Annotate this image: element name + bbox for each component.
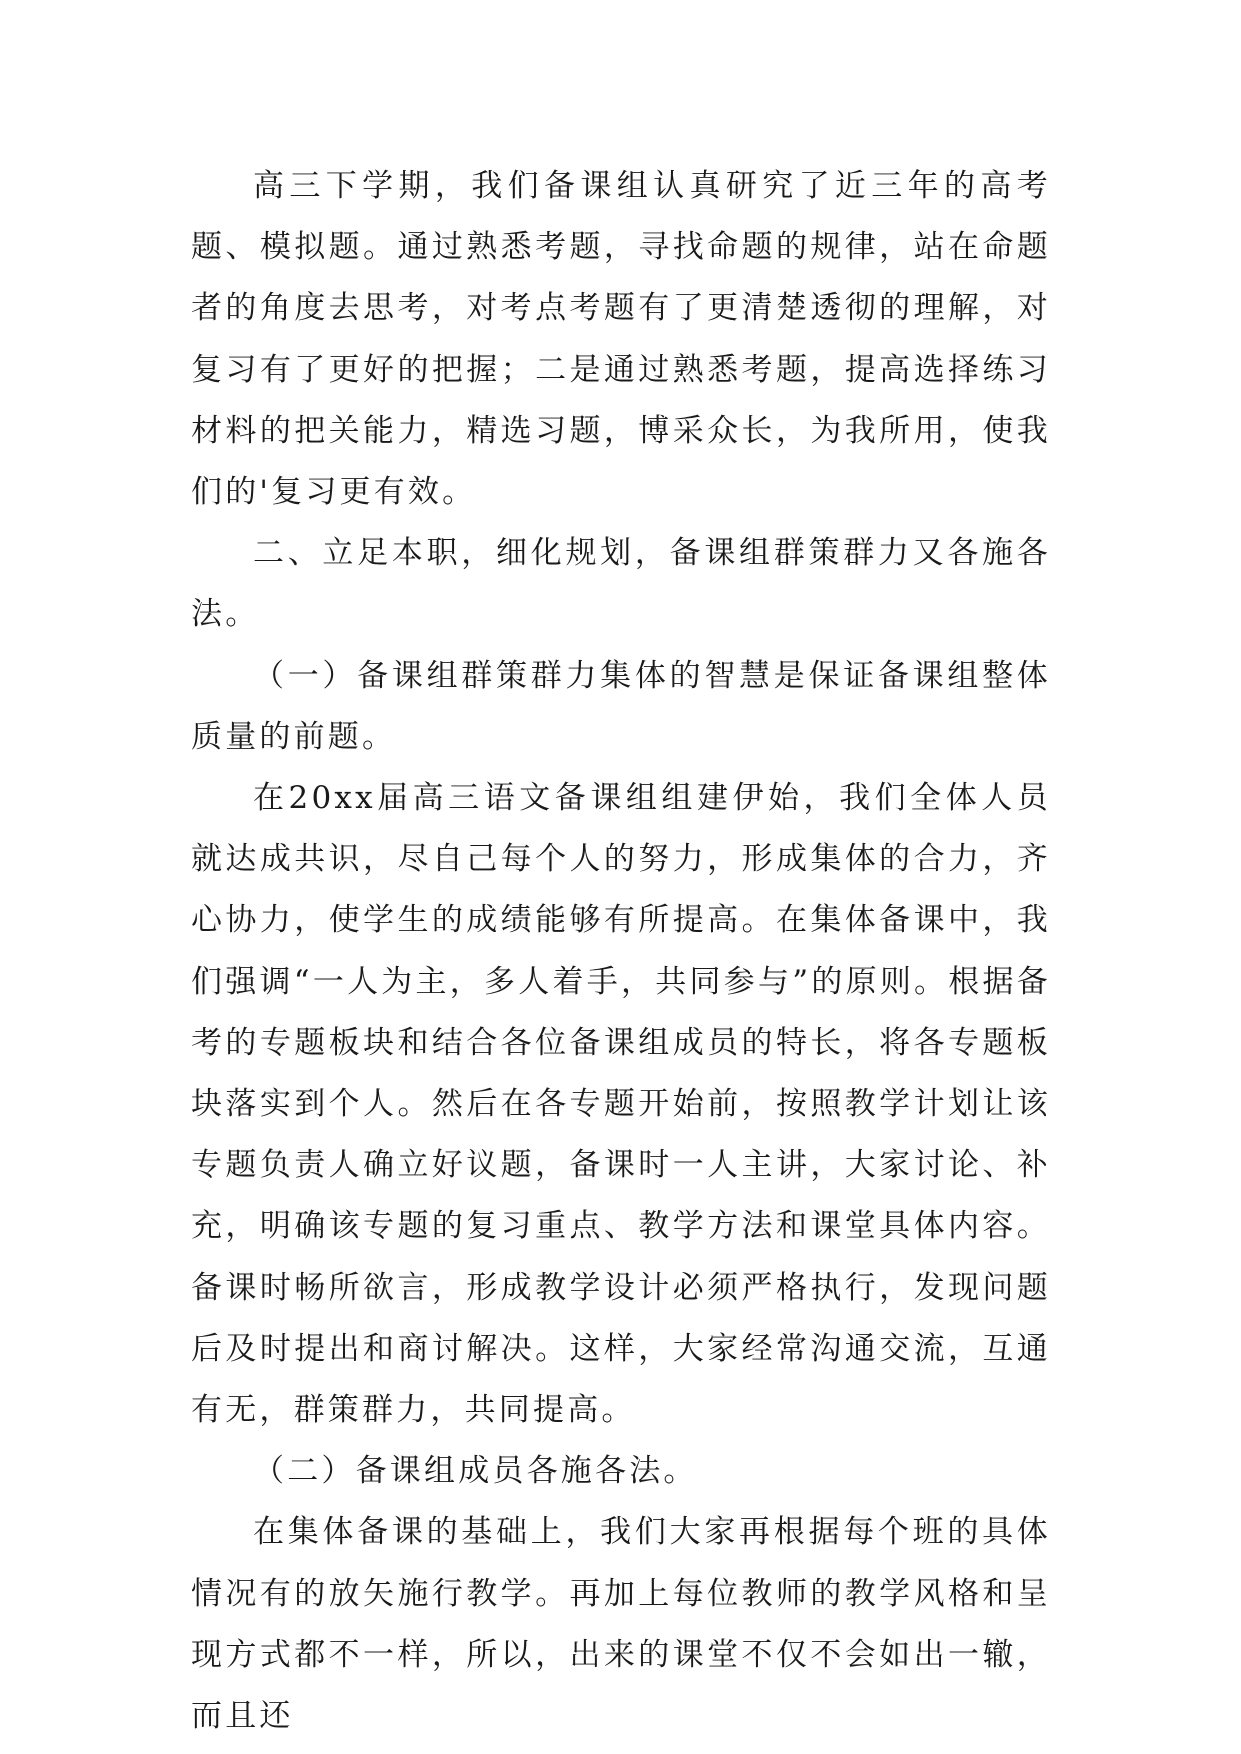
subsection-heading-2: （二）备课组成员各施各法。: [253, 1453, 698, 1490]
paragraph-collective-preparation: 在20xx届高三语文备课组组建伊始，我们全体人员就达成共识，尽自己每个人的努力，形成集体的合力，齐心协力，使学生的成绩能够有所提高。在集体备课中，我们强调“一人为主，多人着手，共同参与”的原则。根据备考的专题板块和结合各位备课组成员的特长，将各专题板块落实到个人。然后在各专题开始前，按照教学计划让该专题负责人确立好议题，备课时一人主讲，大家讨论、补充，明确该专题的复习重点、教学方法和课堂具体内容。备课时畅所欲言，形成教学设计必须严格执行，发现问题后及时提出和商讨解决。这样，大家经常沟通交流，互通有无，群策群力，共同提高。: [191, 780, 1051, 1429]
paragraph-review-exam-study: 高三下学期，我们备课组认真研究了近三年的高考题、模拟题。通过熟悉考题，寻找命题的规律，站在命题者的角度去思考，对考点考题有了更清楚透彻的理解，对复习有了更好的把握；二是通过熟悉考题，提高选择练习材料的把关能力，精选习题，博采众长，为我所用，使我们的'复习更有效。: [191, 168, 1051, 511]
document-body: [191, 156, 1051, 1747]
paragraph-individual-teaching: 在集体备课的基础上，我们大家再根据每个班的具体情况有的放矢施行教学。再加上每位教师的教学风格和呈现方式都不一样，所以，出来的课堂不仅不会如出一辙，而且还: [191, 1514, 1051, 1735]
section-heading-2: 二、立足本职，细化规划，备课组群策群力又各施各法。: [191, 535, 1051, 633]
subsection-heading-1: （一）备课组群策群力集体的智慧是保证备课组整体质量的前题。: [191, 657, 1051, 755]
